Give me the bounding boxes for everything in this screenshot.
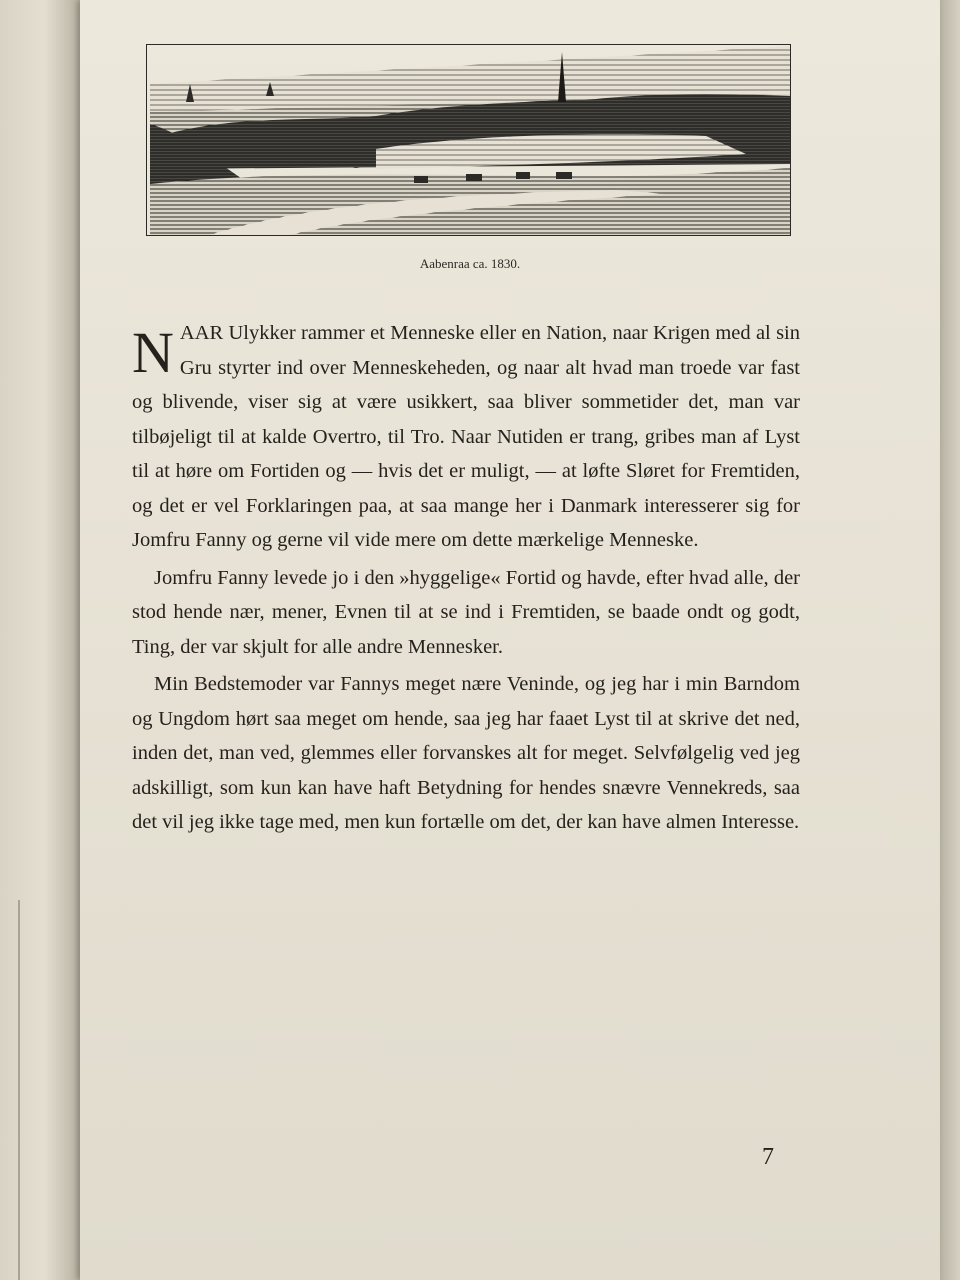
illustration-caption: Aabenraa ca. 1830. (419, 256, 521, 271)
paragraph-3: Min Bedstemoder var Fannys meget nære Veninde, og jeg har i min Barndom og Ungdom hørt saa meget om hende, saa jeg har faaet Lyst til at skrive det ned, inden det, man ved, glemmes eller forvanskes alt for meget. Selvfølgelig ved jeg adskilligt, som kun kan have haft Betydning for hendes snævre Vennekreds, saa det vil jeg ikke tage med, men kun fortælle om det, der kan have almen Interesse. (132, 673, 800, 833)
body-text (132, 316, 800, 843)
book-page (80, 0, 940, 1280)
engraving-illustration (146, 44, 791, 236)
facing-page-edge (0, 0, 80, 1280)
paragraph-1 (132, 316, 800, 558)
paragraph-2: Jomfru Fanny levede jo i den »hyggelige« Fortid og havde, efter hvad alle, der stod hende nær, mener, Evnen til at se ind i Fremtiden, se baade ondt og godt, Ting, der var skjult for alle andre Mennesker. (132, 566, 800, 658)
right-page-edge (940, 0, 960, 1280)
page-number: 7 (762, 1144, 774, 1170)
paragraph-1-text: AAR Ulykker rammer et Menneske eller en Nation, naar Krigen med al sin Gru styrter ind over Menneskeheden, og naar alt hvad man troede var fast og blivende, viser sig at være usikkert, saa bliver sommetider det, man var tilbøjeligt til at kalde Overtro, til Tro. Naar Nutiden er trang, gribes man af Lyst til at høre om Fortiden og — hvis det er muligt, — at løfte Sløret for Fremtiden, og det er vel Forklaringen paa, at saa mange her i Danmark interesserer sig for Jomfru Fanny og gerne vil vide mere om dette mærkelige Menneske. (132, 322, 800, 551)
drop-cap: N (132, 320, 174, 385)
page-crease (18, 900, 20, 1280)
